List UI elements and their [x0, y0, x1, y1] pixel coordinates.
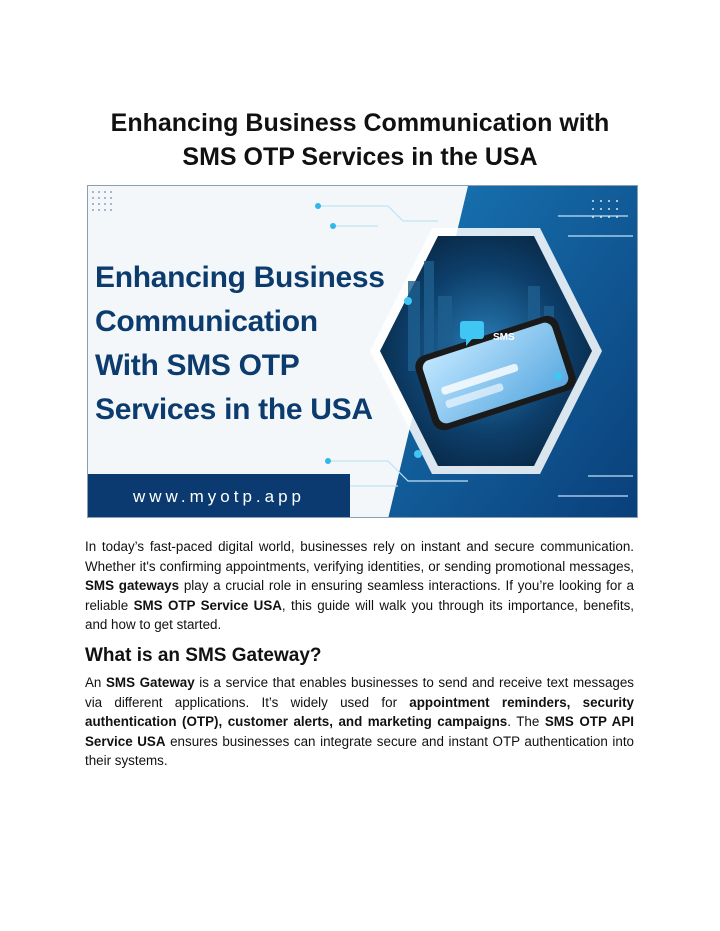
intro-text-1: In today’s fast-paced digital world, businesses rely on instant and secure communication. Whether it's confirming appointments, verifying identities, or sending promotional messages, — [85, 539, 634, 574]
section-bold-api-service: SMS OTP API Service USA — [85, 714, 634, 749]
banner-website-url: www.myotp.app — [88, 474, 350, 518]
section-heading: What is an SMS Gateway? — [85, 645, 322, 666]
section-text-1: An — [85, 675, 106, 690]
section-paragraph — [85, 673, 634, 771]
dot-grid-decoration — [92, 191, 112, 211]
section-bold-sms-gateway: SMS Gateway — [105, 675, 195, 690]
banner-headline-line-2: Communication — [95, 305, 318, 338]
intro-text-3: , this guide will walk you through its importance, benefits, and how to get started. — [85, 597, 634, 633]
intro-text-2: play a crucial role in ensuring seamless interactions. If you’re looking for a reliable — [85, 578, 634, 613]
phone-sms-label: SMS — [493, 332, 515, 343]
section-text-4: ensures businesses can integrate secure and instant OTP authentication into their systems. — [85, 733, 634, 769]
banner-headline — [95, 256, 385, 432]
banner-headline-line-1: Enhancing Business — [95, 261, 385, 294]
page-title-line-2: SMS OTP Services in the USA — [182, 143, 538, 171]
banner-headline-line-3: With SMS OTP — [95, 349, 300, 382]
section-text-2: is a service that enables businesses to send and receive text messages via different applications. It’s widely used for — [85, 675, 634, 710]
intro-paragraph — [85, 537, 634, 635]
section-text-3: . The — [507, 714, 545, 730]
hero-banner-image — [87, 185, 638, 518]
page-title — [60, 106, 660, 174]
page-title-line-1: Enhancing Business Communication with — [110, 109, 610, 137]
intro-bold-sms-gateways: SMS gateways — [85, 578, 180, 594]
intro-bold-sms-otp-service: SMS OTP Service USA — [133, 597, 282, 613]
section-bold-use-cases: appointment reminders, security authentication (OTP), customer alerts, and marketing campaigns — [85, 694, 634, 730]
banner-headline-line-4: Services in the USA — [95, 393, 373, 426]
